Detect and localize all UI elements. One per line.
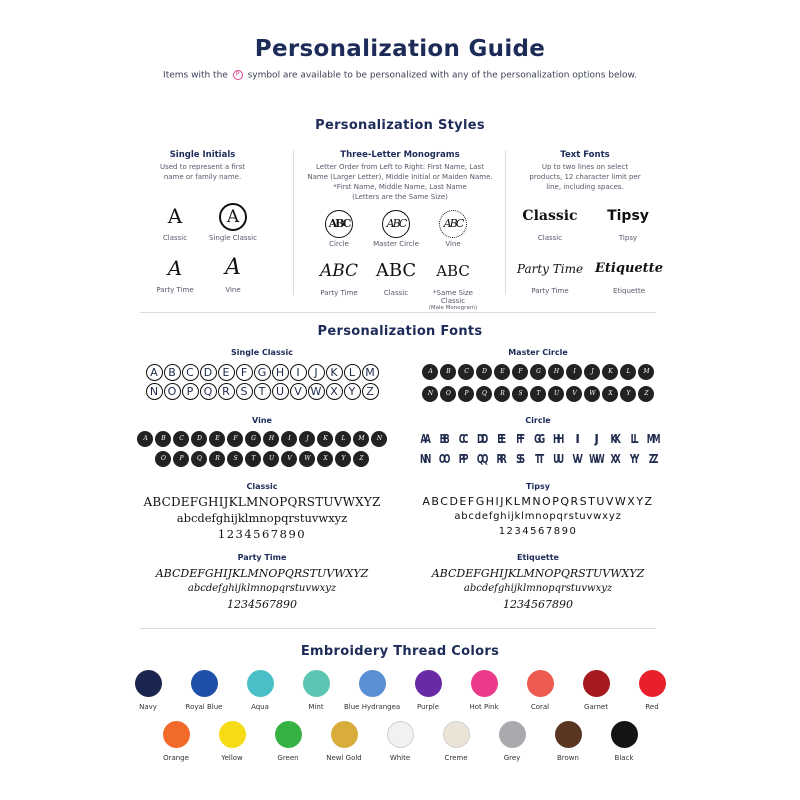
style-caption: Single Classic — [209, 234, 257, 242]
style-caption: Etiquette — [612, 287, 646, 295]
thread-color-dot — [443, 721, 470, 748]
vine-row-2 — [137, 451, 387, 467]
thread-swatch — [568, 670, 624, 711]
circle-letter-pair: PP — [458, 452, 466, 466]
single-classic-letter: U — [272, 383, 289, 400]
circle-row-1 — [413, 431, 663, 447]
thread-swatch — [372, 721, 428, 762]
mono-sample-same-size — [420, 255, 486, 311]
vine-letter: L — [335, 431, 351, 447]
party-time-digits: 1234567890 — [227, 598, 297, 611]
thread-swatch — [484, 721, 540, 762]
thread-color-label: Royal Blue — [185, 703, 223, 711]
circle-letter-pair: AA — [419, 432, 429, 446]
master-circle-letter: R — [494, 386, 510, 402]
monograms-desc-line: Letter Order from Left to Right: First Name, Last — [316, 163, 484, 171]
party-time-lower: abcdefghijklmnopqrstuvwxyz — [187, 583, 337, 594]
thread-swatch — [288, 670, 344, 711]
etiquette-upper: ABCDEFGHIJKLMNOPQRSTUVWXYZ — [431, 567, 645, 580]
circle-letter-pair: MM — [646, 432, 658, 446]
vine-letter: K — [317, 431, 333, 447]
vine-letter: X — [317, 451, 333, 467]
thread-swatch — [204, 721, 260, 762]
vine-letter: E — [209, 431, 225, 447]
vine-letter: J — [299, 431, 315, 447]
style-glyph: A — [167, 256, 183, 280]
thread-row-2 — [0, 721, 800, 762]
thread-color-dot — [415, 670, 442, 697]
master-circle-letter: M — [638, 364, 654, 380]
vine-letter: D — [191, 431, 207, 447]
thread-row-1 — [0, 670, 800, 711]
style-caption: Party Time — [531, 287, 569, 295]
master-circle-letter: K — [602, 364, 618, 380]
text-glyph: Tipsy — [607, 208, 649, 224]
style-caption: Party Time — [320, 289, 358, 297]
thread-color-label: Garnet — [584, 703, 608, 711]
party-time-upper: ABCDEFGHIJKLMNOPQRSTUVWXYZ — [155, 567, 369, 580]
vine-letter: P — [173, 451, 189, 467]
text-fonts-desc-line: line, including spaces. — [546, 183, 624, 191]
vine-letter: A — [137, 431, 153, 447]
single-classic-letter: R — [218, 383, 235, 400]
circle-letter-pair: ZZ — [648, 452, 656, 466]
single-classic-letter: N — [146, 383, 163, 400]
thread-swatch — [624, 670, 680, 711]
style-sample-party-time — [150, 252, 200, 294]
thread-color-label: Red — [645, 703, 659, 711]
single-classic-letter: Y — [344, 383, 361, 400]
font-heading-party-time: Party Time — [237, 553, 287, 562]
vine-letter: I — [281, 431, 297, 447]
style-glyph-wrap — [203, 200, 263, 232]
master-circle-letter: A — [422, 364, 438, 380]
thread-color-dot — [555, 721, 582, 748]
circle-letter-pair: BB — [439, 432, 447, 446]
thread-color-dot — [611, 721, 638, 748]
master-circle-letter: Q — [476, 386, 492, 402]
single-classic-row-1 — [137, 364, 387, 381]
thread-color-dot — [359, 670, 386, 697]
single-classic-letter: H — [272, 364, 289, 381]
text-fonts-description — [520, 162, 650, 192]
vine-letter: M — [353, 431, 369, 447]
thread-color-dot — [247, 670, 274, 697]
mono-glyph-wrap — [314, 206, 364, 238]
thread-color-dot — [135, 670, 162, 697]
personalize-icon: P — [233, 70, 243, 80]
thread-color-dot — [527, 670, 554, 697]
style-caption: Party Time — [156, 286, 194, 294]
thread-color-label: Brown — [557, 754, 579, 762]
master-circle-letter: J — [584, 364, 600, 380]
thread-color-dot — [387, 721, 414, 748]
single-classic-letter: A — [146, 364, 163, 381]
single-classic-letter: C — [182, 364, 199, 381]
circle-letter-pair: YY — [629, 452, 637, 466]
single-classic-letter: E — [218, 364, 235, 381]
etiquette-lower: abcdefghijklmnopqrstuvwxyz — [463, 583, 613, 594]
divider-fonts-threads — [140, 628, 656, 629]
master-circle-letter: E — [494, 364, 510, 380]
circle-letter-pair: II — [575, 432, 577, 446]
style-caption: Classic — [537, 234, 563, 242]
master-circle-row-1 — [413, 364, 663, 380]
circle-letter-pair: DD — [476, 432, 486, 446]
vine-letter: N — [371, 431, 387, 447]
style-caption: *Same Size Classic — [433, 289, 473, 305]
vine-letter: B — [155, 431, 171, 447]
master-circle-row-2 — [413, 386, 663, 402]
circle-letter-pair: SS — [515, 452, 523, 466]
thread-swatch — [148, 721, 204, 762]
text-fonts-desc-line: products, 12 character limit per — [529, 173, 641, 181]
thread-color-label: Black — [614, 754, 634, 762]
style-caption: Tipsy — [618, 234, 638, 242]
single-classic-letter: Q — [200, 383, 217, 400]
page-subtitle — [0, 70, 800, 81]
font-heading-classic: Classic — [246, 482, 278, 491]
etiquette-digits: 1234567890 — [503, 598, 573, 611]
thread-color-label: Newl Gold — [326, 754, 362, 762]
circle-letter-pair: VV — [571, 452, 581, 466]
thread-swatch — [540, 721, 596, 762]
tipsy-digits: 1234567890 — [498, 526, 578, 537]
styles-divider-1 — [293, 150, 294, 295]
mono-sample-master-circle — [370, 206, 422, 248]
vine-letter: U — [263, 451, 279, 467]
thread-color-dot — [471, 670, 498, 697]
text-sample-tipsy — [593, 200, 663, 242]
thread-color-dot — [275, 721, 302, 748]
thread-swatch — [120, 670, 176, 711]
vine-letter: O — [155, 451, 171, 467]
text-sample-party-time — [510, 253, 590, 295]
monograms-desc-line: (Letters are the Same Size) — [352, 193, 448, 201]
tipsy-lower: abcdefghijklmnopqrstuvwxyz — [454, 511, 622, 522]
monograms-desc-line: *First Name, Middle Name, Last Name — [333, 183, 467, 191]
thread-color-dot — [583, 670, 610, 697]
vine-letter: V — [281, 451, 297, 467]
circle-letter-pair: TT — [534, 452, 542, 466]
single-classic-letter: D — [200, 364, 217, 381]
thread-swatch — [344, 670, 400, 711]
vine-letter: H — [263, 431, 279, 447]
thread-swatch — [512, 670, 568, 711]
monograms-heading: Three-Letter Monograms — [340, 150, 460, 160]
circle-letter-pair: GG — [533, 432, 543, 446]
font-heading-tipsy: Tipsy — [526, 482, 550, 491]
thread-color-dot — [163, 721, 190, 748]
style-caption: Vine — [445, 240, 461, 248]
thread-color-label: Green — [277, 754, 299, 762]
mono-glyph: ABC — [436, 262, 470, 280]
text-sample-etiquette — [590, 253, 668, 295]
vine-letter: Z — [353, 451, 369, 467]
single-classic-letter: V — [290, 383, 307, 400]
mono-glyph: ABC — [382, 210, 410, 238]
single-classic-letter: B — [164, 364, 181, 381]
vine-letter: F — [227, 431, 243, 447]
classic-upper: ABCDEFGHIJKLMNOPQRSTUVWXYZ — [143, 495, 381, 509]
font-heading-single-classic: Single Classic — [231, 348, 293, 357]
vine-letter: Q — [191, 451, 207, 467]
text-glyph: Party Time — [516, 262, 584, 276]
font-heading-etiquette: Etiquette — [517, 553, 559, 562]
divider-styles-fonts — [140, 312, 656, 313]
single-classic-letter: J — [308, 364, 325, 381]
master-circle-letter: H — [548, 364, 564, 380]
single-classic-letter: K — [326, 364, 343, 381]
master-circle-letter: L — [620, 364, 636, 380]
style-sample-classic — [150, 200, 200, 242]
text-sample-classic — [515, 200, 585, 242]
page-title: Personalization Guide — [254, 36, 546, 62]
style-caption: Master Circle — [373, 240, 419, 248]
text-glyph: Etiquette — [595, 261, 663, 276]
style-caption: Circle — [329, 240, 349, 248]
font-heading-circle: Circle — [525, 416, 551, 425]
circle-letter-pair: XX — [610, 452, 618, 466]
circle-letter-pair: WW — [588, 452, 602, 466]
styles-title: Personalization Styles — [315, 118, 485, 133]
circle-letter-pair: LL — [630, 432, 636, 446]
single-classic-row-2 — [137, 383, 387, 400]
thread-swatch — [260, 721, 316, 762]
mono-sample-classic — [368, 255, 424, 297]
single-classic-letter: G — [254, 364, 271, 381]
thread-color-dot — [499, 721, 526, 748]
circle-letter-pair: NN — [419, 452, 429, 466]
thread-color-dot — [303, 670, 330, 697]
master-circle-letter: G — [530, 364, 546, 380]
vine-letter: S — [227, 451, 243, 467]
circle-letter-pair: JJ — [594, 432, 596, 446]
master-circle-letter: F — [512, 364, 528, 380]
mono-sample-party-time — [310, 255, 368, 297]
fonts-title: Personalization Fonts — [317, 324, 483, 339]
subtitle-post: symbol are available to be personalized with any of the personalization options below. — [247, 70, 637, 81]
thread-swatch — [232, 670, 288, 711]
thread-swatch — [456, 670, 512, 711]
thread-swatch — [596, 721, 652, 762]
circle-letter-pair: UU — [552, 452, 562, 466]
thread-swatch — [176, 670, 232, 711]
classic-digits: 1234567890 — [217, 527, 307, 541]
style-sample-single-classic — [203, 200, 263, 242]
thread-color-label: Mint — [308, 703, 324, 711]
master-circle-letter: T — [530, 386, 546, 402]
master-circle-letter: Y — [620, 386, 636, 402]
thread-color-label: Coral — [530, 703, 550, 711]
master-circle-letter: W — [584, 386, 600, 402]
mono-glyph: ABC — [439, 210, 467, 238]
mono-glyph-wrap — [428, 206, 478, 238]
style-caption: Classic — [383, 289, 409, 297]
vine-letter: T — [245, 451, 261, 467]
thread-color-dot — [219, 721, 246, 748]
single-classic-letter: X — [326, 383, 343, 400]
master-circle-letter: B — [440, 364, 456, 380]
master-circle-letter: X — [602, 386, 618, 402]
mono-glyph: ABC — [319, 261, 359, 281]
circle-letter-pair: FF — [515, 432, 523, 446]
thread-color-dot — [331, 721, 358, 748]
thread-color-label: Blue Hydrangea — [344, 703, 401, 711]
vine-letter: R — [209, 451, 225, 467]
single-classic-letter: F — [236, 364, 253, 381]
vine-letter: C — [173, 431, 189, 447]
thread-color-label: Grey — [503, 754, 521, 762]
single-classic-letter: M — [362, 364, 379, 381]
vine-letter: Y — [335, 451, 351, 467]
thread-color-dot — [191, 670, 218, 697]
circle-letter-pair: CC — [458, 432, 466, 446]
master-circle-letter: I — [566, 364, 582, 380]
styles-divider-2 — [505, 150, 506, 295]
master-circle-letter: P — [458, 386, 474, 402]
thread-color-label: Navy — [139, 703, 157, 711]
subtitle-pre: Items with the — [163, 70, 228, 81]
thread-color-label: Hot Pink — [469, 703, 499, 711]
text-fonts-desc-line: Up to two lines on select — [541, 163, 629, 171]
style-caption: Classic — [162, 234, 188, 242]
vine-row-1 — [137, 431, 387, 447]
single-classic-ring: A — [219, 203, 247, 231]
text-fonts-heading: Text Fonts — [560, 150, 610, 160]
master-circle-letter: D — [476, 364, 492, 380]
master-circle-letter: Z — [638, 386, 654, 402]
master-circle-letter: U — [548, 386, 564, 402]
thread-swatch — [428, 721, 484, 762]
thread-color-label: Yellow — [221, 754, 243, 762]
vine-letter: G — [245, 431, 261, 447]
style-sample-vine — [208, 252, 258, 294]
vine-letter: W — [299, 451, 315, 467]
threads-title: Embroidery Thread Colors — [300, 644, 500, 659]
circle-row-2 — [413, 451, 663, 467]
thread-swatch — [400, 670, 456, 711]
master-circle-letter: N — [422, 386, 438, 402]
single-classic-letter: I — [290, 364, 307, 381]
mono-glyph: ABC — [325, 210, 353, 238]
font-heading-vine: Vine — [252, 416, 272, 425]
mono-glyph-wrap — [370, 206, 422, 238]
mono-glyph: ABC — [375, 260, 417, 281]
single-classic-letter: P — [182, 383, 199, 400]
single-classic-letter: T — [254, 383, 271, 400]
mono-sample-circle — [314, 206, 364, 248]
circle-letter-pair: EE — [496, 432, 504, 446]
master-circle-letter: C — [458, 364, 474, 380]
thread-color-label: Creme — [444, 754, 468, 762]
style-glyph: A — [225, 255, 241, 280]
thread-color-label: Purple — [416, 703, 440, 711]
thread-color-label: Aqua — [251, 703, 269, 711]
master-circle-letter: O — [440, 386, 456, 402]
single-classic-letter: S — [236, 383, 253, 400]
circle-letter-pair: QQ — [476, 452, 486, 466]
single-classic-letter: Z — [362, 383, 379, 400]
thread-color-label: White — [389, 754, 411, 762]
style-note: (Male Monogram) — [428, 305, 478, 311]
circle-letter-pair: HH — [552, 432, 562, 446]
master-circle-letter: S — [512, 386, 528, 402]
circle-letter-pair: OO — [438, 452, 448, 466]
monograms-desc-line: Name (Larger Letter), Middle Initial or Maiden Name. — [307, 173, 493, 181]
single-classic-letter: W — [308, 383, 325, 400]
style-caption: Vine — [225, 286, 241, 294]
circle-letter-pair: KK — [609, 432, 619, 446]
single-classic-letter: L — [344, 364, 361, 381]
mono-sample-vine — [428, 206, 478, 248]
circle-letter-pair: RR — [496, 452, 504, 466]
single-initials-description: Used to represent a first name or family name. — [159, 163, 246, 181]
classic-lower: abcdefghijklmnopqrstuvwxyz — [176, 511, 348, 525]
single-classic-letter: O — [164, 383, 181, 400]
style-glyph: A — [167, 204, 183, 228]
thread-color-label: Orange — [163, 754, 189, 762]
text-glyph: Classic — [522, 208, 578, 224]
thread-color-dot — [639, 670, 666, 697]
font-heading-master-circle: Master Circle — [508, 348, 568, 357]
thread-swatch — [316, 721, 372, 762]
tipsy-upper: ABCDEFGHIJKLMNOPQRSTUVWXYZ — [422, 495, 654, 508]
monograms-description — [300, 162, 500, 202]
single-initials-heading: Single Initials — [169, 150, 236, 160]
master-circle-letter: V — [566, 386, 582, 402]
